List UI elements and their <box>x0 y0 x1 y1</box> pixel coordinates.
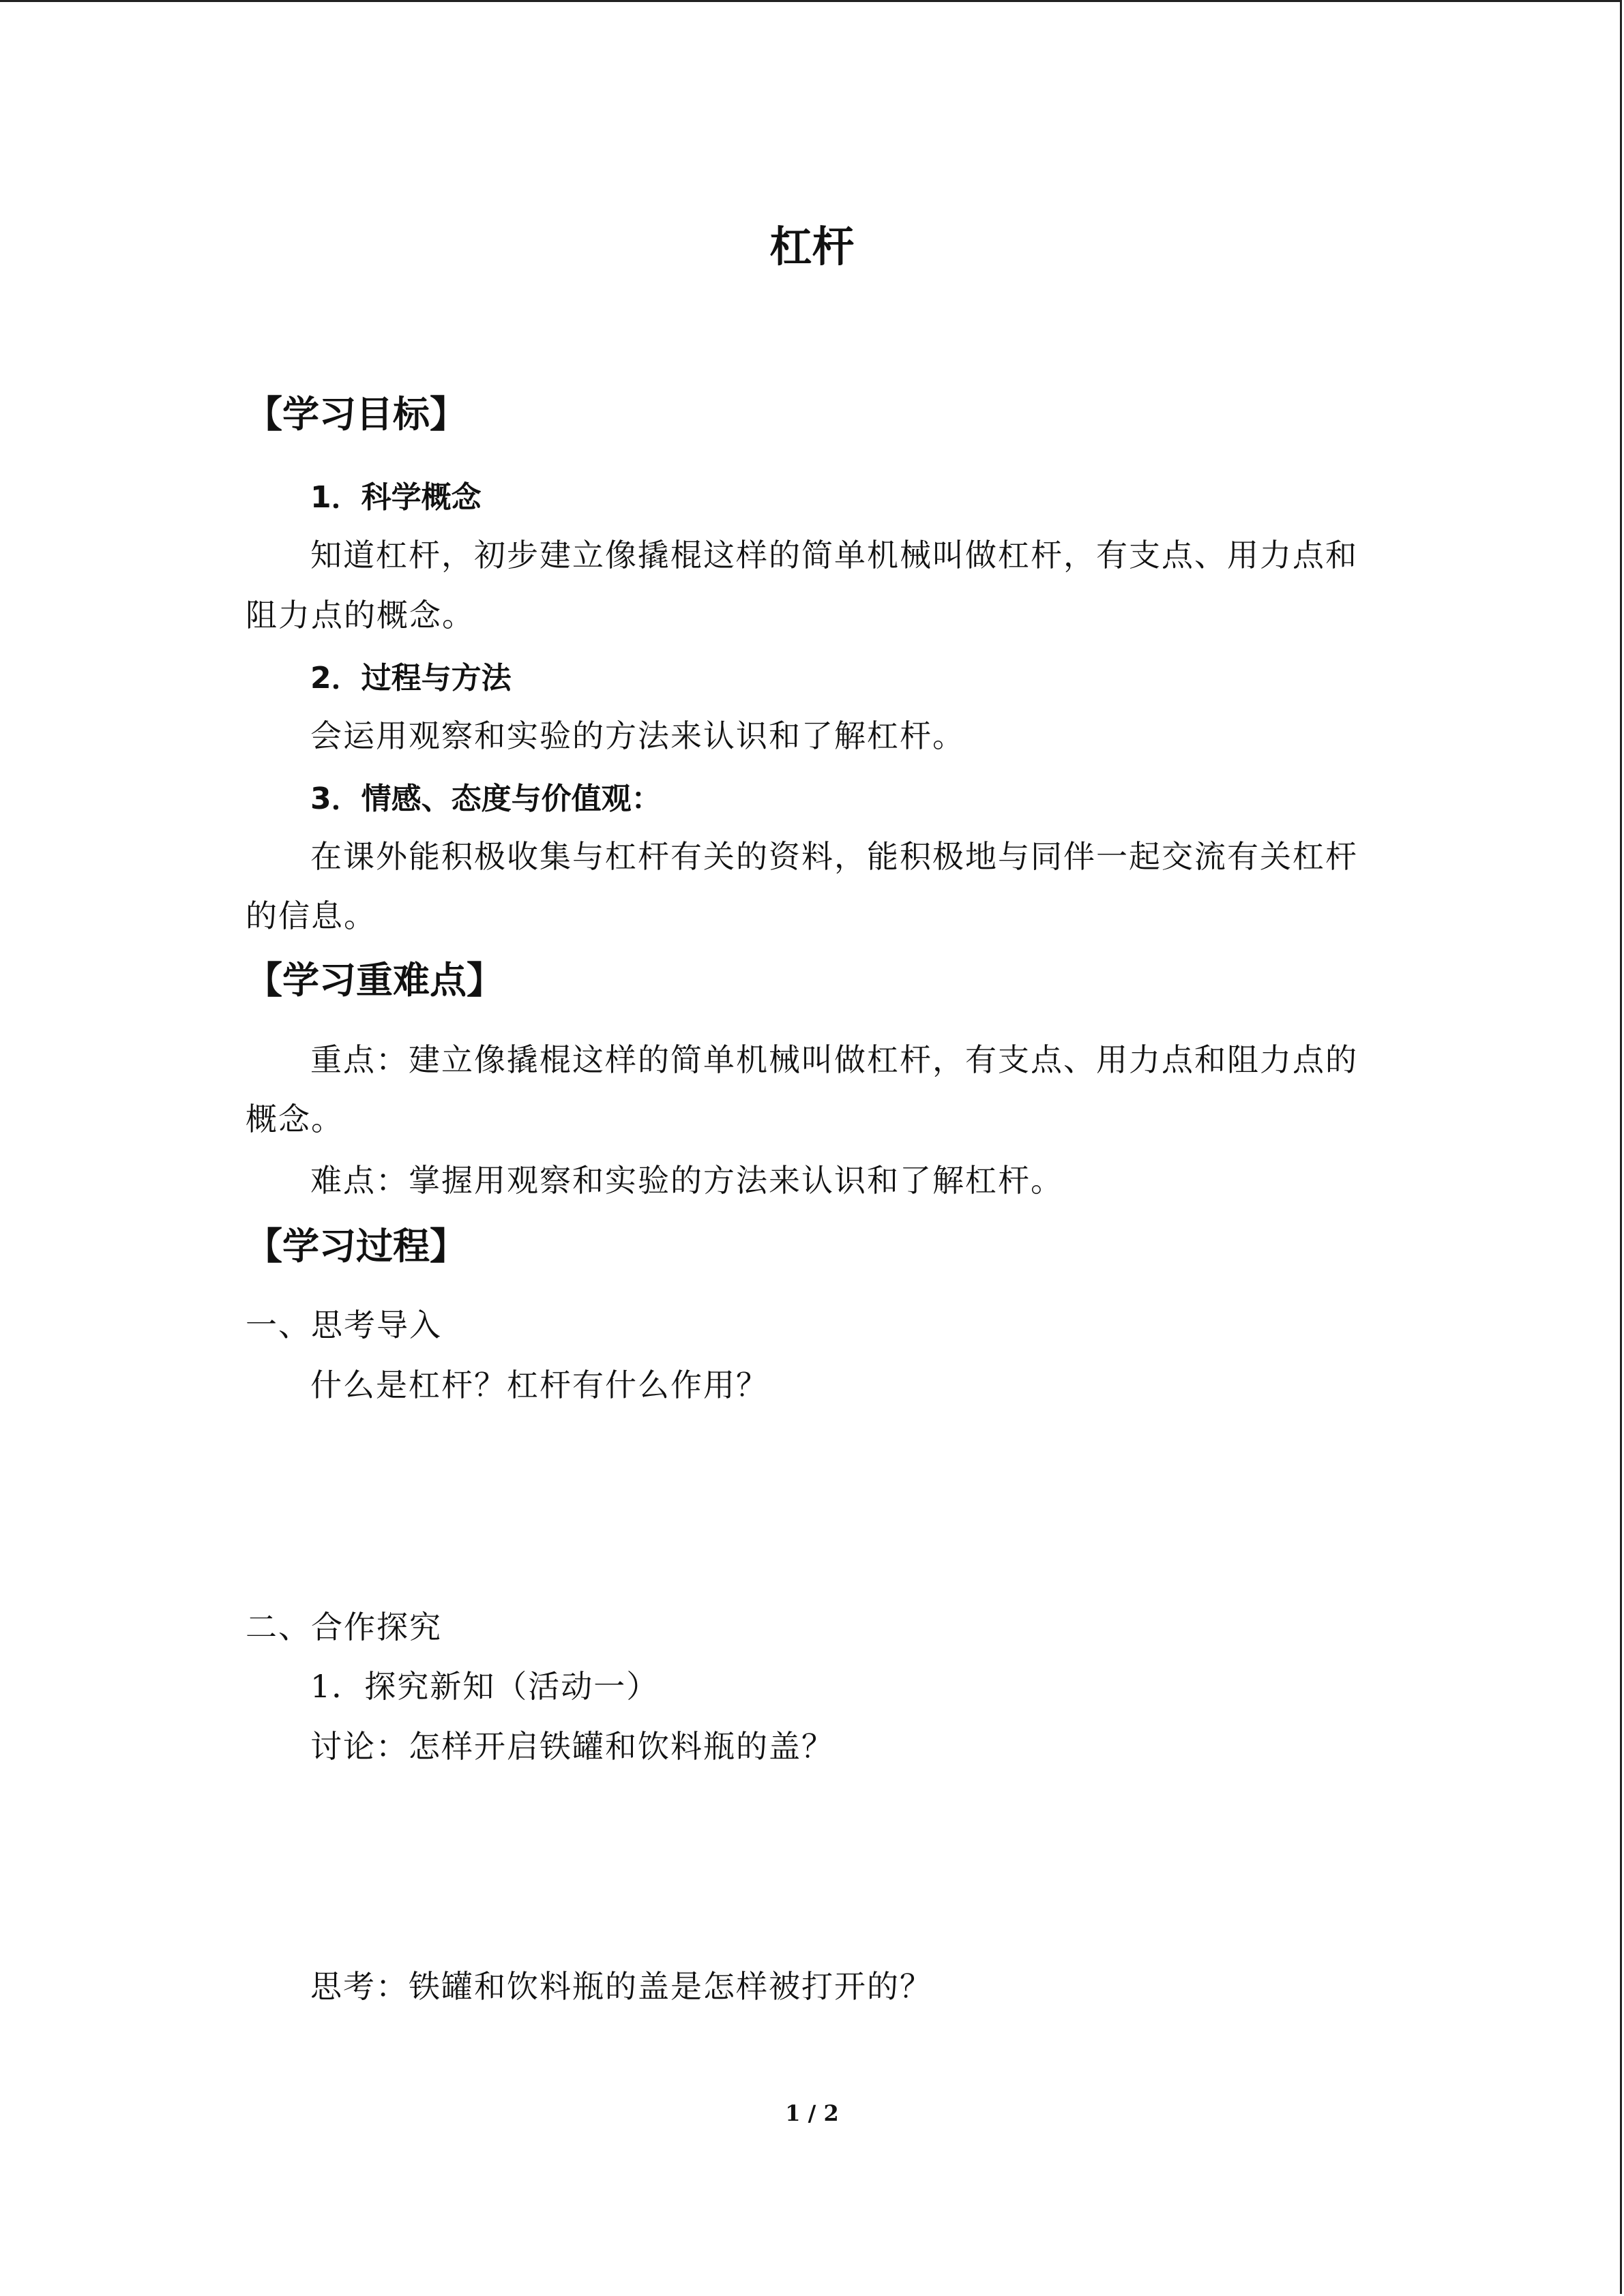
difficult-point-line-1: 难点：掌握用观察和实验的方法来认识和了解杠杆。 <box>310 1162 1063 1199</box>
objective-1-title: 1．科学概念 <box>310 480 482 515</box>
process-part-1-question: 什么是杠杆？杠杆有什么作用？ <box>310 1367 769 1403</box>
section-heading-process: 【学习过程】 <box>246 1225 467 1268</box>
process-part-2-think: 思考：铁罐和饮料瓶的盖是怎样被打开的？ <box>310 1968 932 2005</box>
process-part-2-activity-1: 1．探究新知（活动一） <box>310 1668 660 1705</box>
page-title: 杠杆 <box>769 222 855 271</box>
process-part-2-discussion: 讨论：怎样开启铁罐和饮料瓶的盖？ <box>310 1728 834 1765</box>
key-point-line-1: 重点：建立像撬棍这样的简单机械叫做杠杆，有支点、用力点和阻力点的 <box>310 1041 1358 1078</box>
objective-1-line-1: 知道杠杆，初步建立像撬棍这样的简单机械叫做杠杆，有支点、用力点和 <box>310 537 1358 573</box>
objective-3-title: 3．情感、态度与价值观： <box>310 781 662 816</box>
objective-2-line-1: 会运用观察和实验的方法来认识和了解杠杆。 <box>310 717 965 754</box>
objective-1-line-2: 阻力点的概念。 <box>246 597 475 633</box>
objective-3-line-2: 的信息。 <box>246 897 377 934</box>
page-number: 1 / 2 <box>785 2100 839 2126</box>
process-part-1-title: 一、思考导入 <box>246 1307 442 1343</box>
section-heading-key-points: 【学习重难点】 <box>246 959 503 1002</box>
objective-2-title: 2．过程与方法 <box>310 661 512 696</box>
key-point-line-2: 概念。 <box>246 1101 344 1137</box>
section-heading-objectives: 【学习目标】 <box>246 393 467 436</box>
process-part-2-title: 二、合作探究 <box>246 1609 442 1645</box>
objective-3-line-1: 在课外能积极收集与杠杆有关的资料，能积极地与同伴一起交流有关杠杆 <box>310 838 1358 875</box>
